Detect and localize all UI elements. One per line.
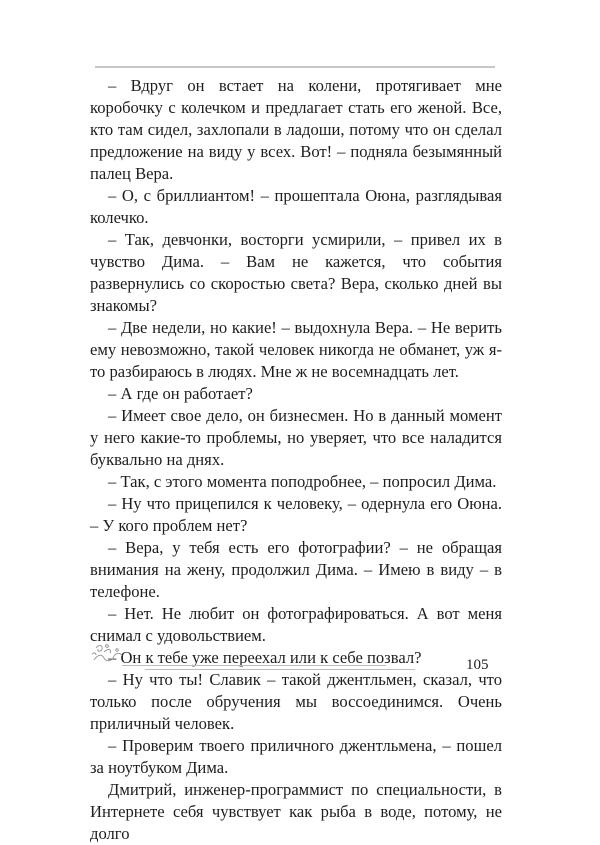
- body-text: [90, 75, 502, 845]
- paragraph: – Так, девчонки, восторги усмирили, – привел их в чувство Дима. – Вам не кажется, что события развернулись со скоростью света? Вера, сколько дней вы знакомы?: [90, 230, 502, 315]
- paragraph: – Нет. Не любит он фотографироваться. А вот меня снимал с удовольствием.: [90, 604, 502, 645]
- paragraph: – Проверим твоего приличного джентльмена, – пошел за ноутбуком Дима.: [90, 736, 502, 777]
- paragraph: – Ну что ты! Славик – такой джентльмен, сказал, что только после обручения мы воссоединимся. Очень приличный человек.: [90, 670, 502, 733]
- paragraph: – Вера, у тебя есть его фотографии? – не обращая внимания на жену, продолжил Дима. – Имею в виду – в телефоне.: [90, 538, 502, 601]
- header-rule: [95, 66, 495, 68]
- paragraph: – О, с бриллиантом! – прошептала Оюна, разглядывая колечко.: [90, 186, 502, 227]
- paragraph: Дмитрий, инженер-программист по специальности, в Интернете себя чувствует как рыба в воде, потому, не долго: [90, 780, 502, 843]
- paragraph: – Имеет свое дело, он бизнесмен. Но в данный момент у него какие-то проблемы, но уверяет, что все наладится буквально на днях.: [90, 406, 502, 469]
- footer-rule: [122, 665, 386, 666]
- paragraph: – Ну что прицепился к человеку, – одернула его Оюна. – У кого проблем нет?: [90, 494, 502, 535]
- paragraph: – Две недели, но какие! – выдохнула Вера. – Не верить ему невозможно, такой человек никогда не обманет, уж я-то разбираюсь в людях. Мне ж не восемнадцать лет.: [90, 318, 502, 381]
- paragraph: – Так, с этого момента поподробнее, – попросил Дима.: [108, 472, 497, 491]
- paragraph: – Вдруг он встает на колени, протягивает мне коробочку с колечком и предлагает стать его женой. Все, кто там сидел, захлопали в ладоши, потому что он сделал предложение на виду у всех. Вот! – подняла безымянный палец Вера.: [90, 76, 502, 183]
- page-number: 105: [466, 657, 489, 673]
- footer-rule: [145, 669, 415, 670]
- floral-ornament-icon: [90, 640, 124, 664]
- paragraph: – А где он работает?: [108, 384, 253, 403]
- paragraph: – Он к тебе уже переехал или к себе позвал?: [108, 648, 422, 667]
